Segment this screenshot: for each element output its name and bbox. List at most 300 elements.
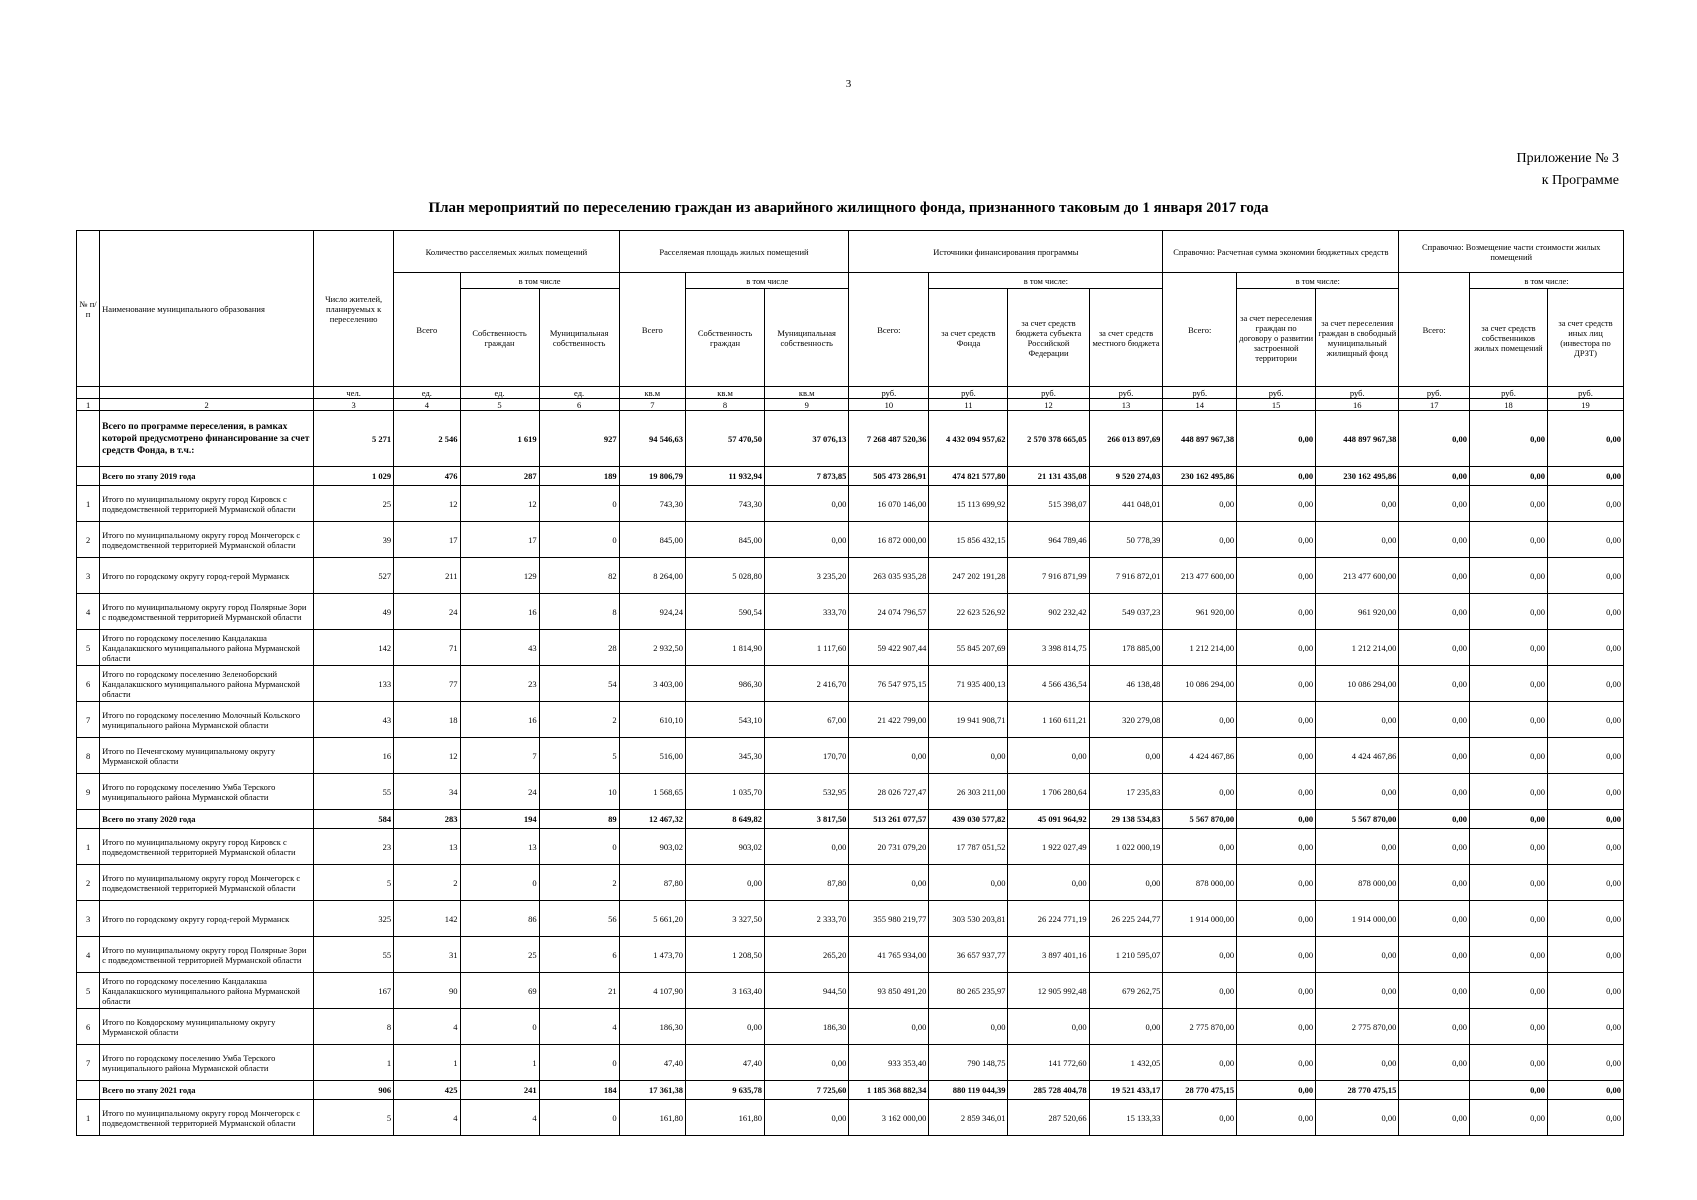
value-cell: 0,00 — [1399, 411, 1470, 467]
column-number: 3 — [314, 399, 394, 411]
value-cell: 87,80 — [619, 865, 685, 901]
value-cell: 285 728 404,78 — [1008, 1081, 1089, 1100]
value-cell: 21 — [539, 973, 619, 1009]
table-row — [77, 1081, 1624, 1100]
value-cell: 28 770 475,15 — [1163, 1081, 1237, 1100]
value-cell: 0,00 — [1316, 486, 1399, 522]
value-cell: 0,00 — [1547, 666, 1623, 702]
header-comp-owners: за счет средств собственников жилых помещений — [1470, 289, 1548, 387]
value-cell: 69 — [460, 973, 539, 1009]
row-number: 9 — [77, 774, 100, 810]
value-cell: 142 — [394, 901, 460, 937]
value-cell: 19 806,79 — [619, 467, 685, 486]
unit-cell: руб. — [1237, 387, 1316, 399]
value-cell: 265,20 — [765, 937, 849, 973]
table-row — [77, 937, 1624, 973]
value-cell: 16 — [314, 738, 394, 774]
value-cell: 1 432,05 — [1089, 1045, 1163, 1081]
value-cell: 610,10 — [619, 702, 685, 738]
column-number: 10 — [849, 399, 929, 411]
value-cell: 0,00 — [1237, 738, 1316, 774]
value-cell: 28 — [539, 630, 619, 666]
column-number: 11 — [929, 399, 1008, 411]
value-cell: 21 422 799,00 — [849, 702, 929, 738]
column-number: 12 — [1008, 399, 1089, 411]
header-econ-total: Всего: — [1163, 273, 1237, 387]
value-cell: 0,00 — [1399, 467, 1470, 486]
value-cell: 743,30 — [686, 486, 765, 522]
value-cell: 80 265 235,97 — [929, 973, 1008, 1009]
value-cell: 0,00 — [1470, 411, 1548, 467]
value-cell: 679 262,75 — [1089, 973, 1163, 1009]
value-cell: 0,00 — [1547, 829, 1623, 865]
value-cell: 26 224 771,19 — [1008, 901, 1089, 937]
column-number: 19 — [1547, 399, 1623, 411]
header-group-economy: Справочно: Расчетная сумма экономии бюджетных средств — [1163, 231, 1399, 273]
table-row — [77, 630, 1624, 666]
value-cell: 303 530 203,81 — [929, 901, 1008, 937]
municipality-name: Итого по муниципальному округу город Полярные Зори с подведомственной территорией Мурманской области — [100, 937, 314, 973]
value-cell: 4 566 436,54 — [1008, 666, 1089, 702]
value-cell: 0,00 — [1547, 486, 1623, 522]
value-cell: 230 162 495,86 — [1316, 467, 1399, 486]
table-row — [77, 810, 1624, 829]
value-cell: 3 163,40 — [686, 973, 765, 1009]
value-cell: 0,00 — [1470, 558, 1548, 594]
row-number — [77, 1081, 100, 1100]
unit-cell: руб. — [1089, 387, 1163, 399]
table-row — [77, 594, 1624, 630]
value-cell: 476 — [394, 467, 460, 486]
value-cell: 0,00 — [1316, 702, 1399, 738]
value-cell: 142 — [314, 630, 394, 666]
value-cell: 23 — [460, 666, 539, 702]
value-cell: 25 — [314, 486, 394, 522]
municipality-name: Итого по Печенгскому муниципальному округу Мурманской области — [100, 738, 314, 774]
value-cell: 39 — [314, 522, 394, 558]
table-row — [77, 558, 1624, 594]
value-cell: 845,00 — [686, 522, 765, 558]
row-number: 5 — [77, 630, 100, 666]
value-cell: 4 424 467,86 — [1163, 738, 1237, 774]
value-cell: 28 770 475,15 — [1316, 1081, 1399, 1100]
value-cell: 4 424 467,86 — [1316, 738, 1399, 774]
column-number: 17 — [1399, 399, 1470, 411]
municipality-name: Итого по муниципальному округу город Кировск с подведомственной территорией Мурманской области — [100, 829, 314, 865]
municipality-name: Итого по Ковдорскому муниципальному округу Мурманской области — [100, 1009, 314, 1045]
column-number: 18 — [1470, 399, 1548, 411]
value-cell: 0,00 — [1470, 901, 1548, 937]
value-cell: 0,00 — [686, 865, 765, 901]
row-number: 1 — [77, 1100, 100, 1136]
header-group-financing: Источники финансирования программы — [849, 231, 1163, 273]
table-row — [77, 1009, 1624, 1045]
value-cell: 0 — [460, 865, 539, 901]
value-cell: 0,00 — [1547, 901, 1623, 937]
value-cell: 18 — [394, 702, 460, 738]
value-cell: 161,80 — [619, 1100, 685, 1136]
value-cell: 0,00 — [1399, 829, 1470, 865]
row-number — [77, 810, 100, 829]
header-own-municipal: Муниципальная собственность — [539, 289, 619, 387]
value-cell: 184 — [539, 1081, 619, 1100]
value-cell: 1 117,60 — [765, 630, 849, 666]
value-cell: 7 873,85 — [765, 467, 849, 486]
value-cell: 12 — [460, 486, 539, 522]
value-cell: 0,00 — [1470, 1081, 1548, 1100]
unit-cell: руб. — [1399, 387, 1470, 399]
resettlement-plan-table — [76, 230, 1624, 1136]
header-name: Наименование муниципального образования — [100, 231, 314, 387]
value-cell: 8 264,00 — [619, 558, 685, 594]
value-cell: 15 113 699,92 — [929, 486, 1008, 522]
municipality-name: Итого по муниципальному округу город Кировск с подведомственной территорией Мурманской области — [100, 486, 314, 522]
value-cell: 0,00 — [1163, 522, 1237, 558]
value-cell: 167 — [314, 973, 394, 1009]
value-cell: 87,80 — [765, 865, 849, 901]
value-cell: 320 279,08 — [1089, 702, 1163, 738]
municipality-name: Итого по городскому округу город-герой Мурманск — [100, 558, 314, 594]
header-econ-incl: в том числе: — [1237, 273, 1399, 289]
value-cell: 133 — [314, 666, 394, 702]
value-cell: 0,00 — [1163, 486, 1237, 522]
value-cell: 213 477 600,00 — [1163, 558, 1237, 594]
value-cell: 2 775 870,00 — [1163, 1009, 1237, 1045]
value-cell: 0,00 — [1547, 522, 1623, 558]
value-cell: 0 — [539, 486, 619, 522]
value-cell: 55 — [314, 937, 394, 973]
value-cell: 5 — [539, 738, 619, 774]
value-cell: 0,00 — [1399, 666, 1470, 702]
value-cell: 0,00 — [765, 1045, 849, 1081]
value-cell: 0,00 — [1399, 1009, 1470, 1045]
value-cell: 43 — [460, 630, 539, 666]
value-cell: 17 787 051,52 — [929, 829, 1008, 865]
value-cell: 448 897 967,38 — [1163, 411, 1237, 467]
value-cell: 0,00 — [1399, 810, 1470, 829]
value-cell: 0,00 — [1547, 973, 1623, 1009]
value-cell: 1 922 027,49 — [1008, 829, 1089, 865]
value-cell: 0,00 — [1399, 865, 1470, 901]
row-number: 4 — [77, 937, 100, 973]
value-cell: 0,00 — [1163, 937, 1237, 973]
value-cell: 12 905 992,48 — [1008, 973, 1089, 1009]
municipality-name: Итого по городскому поселению Умба Терского муниципального района Мурманской области — [100, 1045, 314, 1081]
value-cell: 3 162 000,00 — [849, 1100, 929, 1136]
value-cell: 1 029 — [314, 467, 394, 486]
value-cell: 4 432 094 957,62 — [929, 411, 1008, 467]
value-cell: 0,00 — [1316, 774, 1399, 810]
value-cell: 2 333,70 — [765, 901, 849, 937]
value-cell: 0,00 — [1237, 865, 1316, 901]
value-cell: 211 — [394, 558, 460, 594]
table-row — [77, 1045, 1624, 1081]
value-cell: 0,00 — [1399, 901, 1470, 937]
value-cell: 56 — [539, 901, 619, 937]
value-cell: 0 — [539, 829, 619, 865]
value-cell: 3 398 814,75 — [1008, 630, 1089, 666]
value-cell: 0,00 — [1237, 1009, 1316, 1045]
value-cell: 0,00 — [1399, 774, 1470, 810]
value-cell: 0,00 — [1089, 738, 1163, 774]
value-cell: 513 261 077,57 — [849, 810, 929, 829]
value-cell: 0 — [460, 1009, 539, 1045]
value-cell: 3 235,20 — [765, 558, 849, 594]
value-cell: 878 000,00 — [1316, 865, 1399, 901]
value-cell: 5 271 — [314, 411, 394, 467]
value-cell: 186,30 — [765, 1009, 849, 1045]
value-cell: 90 — [394, 973, 460, 1009]
value-cell: 1 — [314, 1045, 394, 1081]
value-cell: 0,00 — [686, 1009, 765, 1045]
value-cell: 16 — [460, 594, 539, 630]
value-cell: 46 138,48 — [1089, 666, 1163, 702]
table-row — [77, 973, 1624, 1009]
header-group-rooms: Количество расселяемых жилых помещений — [394, 231, 619, 273]
value-cell: 10 086 294,00 — [1316, 666, 1399, 702]
value-cell: 2 416,70 — [765, 666, 849, 702]
value-cell: 161,80 — [686, 1100, 765, 1136]
municipality-name: Итого по городскому поселению Кандалакша Кандалакшского муниципального района Мурманской области — [100, 973, 314, 1009]
value-cell: 2 775 870,00 — [1316, 1009, 1399, 1045]
value-cell: 247 202 191,28 — [929, 558, 1008, 594]
value-cell: 0,00 — [1089, 865, 1163, 901]
appendix-line-2: к Программе — [1541, 173, 1619, 188]
value-cell: 71 935 400,13 — [929, 666, 1008, 702]
value-cell: 0,00 — [1470, 829, 1548, 865]
header-rooms-incl: в том числе — [460, 273, 619, 289]
value-cell: 0,00 — [765, 522, 849, 558]
value-cell: 241 — [460, 1081, 539, 1100]
header-fin-fund: за счет средств Фонда — [929, 289, 1008, 387]
value-cell: 34 — [394, 774, 460, 810]
value-cell: 0,00 — [1089, 1009, 1163, 1045]
value-cell: 0,00 — [849, 738, 929, 774]
value-cell: 3 327,50 — [686, 901, 765, 937]
row-number — [77, 467, 100, 486]
table-row — [77, 865, 1624, 901]
value-cell: 0,00 — [1316, 1100, 1399, 1136]
header-fin-total: Всего: — [849, 273, 929, 387]
value-cell: 0,00 — [1399, 973, 1470, 1009]
value-cell: 1 — [460, 1045, 539, 1081]
column-number: 5 — [460, 399, 539, 411]
value-cell: 0,00 — [1237, 774, 1316, 810]
unit-cell: кв.м — [686, 387, 765, 399]
value-cell: 0,00 — [1237, 411, 1316, 467]
header-fin-subject: за счет средств бюджета субъекта Российской Федерации — [1008, 289, 1089, 387]
table-row — [77, 901, 1624, 937]
column-numbers-row — [77, 399, 1624, 411]
value-cell: 0,00 — [1163, 774, 1237, 810]
column-number: 7 — [619, 399, 685, 411]
value-cell: 0,00 — [1399, 558, 1470, 594]
value-cell: 439 030 577,82 — [929, 810, 1008, 829]
header-own-citizens: Собственность граждан — [460, 289, 539, 387]
value-cell: 94 546,63 — [619, 411, 685, 467]
value-cell: 55 845 207,69 — [929, 630, 1008, 666]
value-cell: 266 013 897,69 — [1089, 411, 1163, 467]
value-cell: 0,00 — [1547, 411, 1623, 467]
value-cell: 67,00 — [765, 702, 849, 738]
value-cell: 0,00 — [1316, 973, 1399, 1009]
unit-cell: кв.м — [765, 387, 849, 399]
value-cell: 0,00 — [1470, 486, 1548, 522]
unit-cell: руб. — [1008, 387, 1089, 399]
header-area-own-citizens: Собственность граждан — [686, 289, 765, 387]
column-number: 13 — [1089, 399, 1163, 411]
value-cell: 0 — [539, 1045, 619, 1081]
value-cell: 0,00 — [1470, 973, 1548, 1009]
value-cell: 1 208,50 — [686, 937, 765, 973]
value-cell: 0,00 — [849, 1009, 929, 1045]
value-cell: 86 — [460, 901, 539, 937]
value-cell: 1 212 214,00 — [1316, 630, 1399, 666]
value-cell: 170,70 — [765, 738, 849, 774]
unit-cell: руб. — [929, 387, 1008, 399]
value-cell: 0,00 — [765, 1100, 849, 1136]
value-cell: 50 778,39 — [1089, 522, 1163, 558]
value-cell: 0,00 — [1547, 937, 1623, 973]
value-cell: 0,00 — [1163, 1100, 1237, 1136]
value-cell: 0,00 — [1237, 1081, 1316, 1100]
value-cell: 743,30 — [619, 486, 685, 522]
value-cell: 0,00 — [1547, 1100, 1623, 1136]
value-cell: 16 872 000,00 — [849, 522, 929, 558]
value-cell: 0,00 — [1237, 594, 1316, 630]
value-cell: 0,00 — [929, 865, 1008, 901]
value-cell: 7 — [460, 738, 539, 774]
unit-cell: ед. — [394, 387, 460, 399]
value-cell: 17 — [394, 522, 460, 558]
value-cell: 13 — [460, 829, 539, 865]
municipality-name: Всего по программе переселения, в рамках которой предусмотрено финансирование за счет средств Фонда, в т.ч.: — [100, 411, 314, 467]
value-cell: 1 160 611,21 — [1008, 702, 1089, 738]
value-cell: 28 026 727,47 — [849, 774, 929, 810]
value-cell: 49 — [314, 594, 394, 630]
value-cell: 902 232,42 — [1008, 594, 1089, 630]
appendix-label — [1517, 148, 1620, 192]
value-cell: 0,00 — [1237, 937, 1316, 973]
value-cell — [1399, 1081, 1470, 1100]
value-cell: 230 162 495,86 — [1163, 467, 1237, 486]
value-cell: 903,02 — [619, 829, 685, 865]
value-cell: 17 — [460, 522, 539, 558]
value-cell: 0,00 — [1470, 1045, 1548, 1081]
value-cell: 10 — [539, 774, 619, 810]
unit-cell: руб. — [1316, 387, 1399, 399]
units-row — [77, 387, 1624, 399]
value-cell: 19 521 433,17 — [1089, 1081, 1163, 1100]
value-cell: 906 — [314, 1081, 394, 1100]
value-cell: 2 859 346,01 — [929, 1100, 1008, 1136]
value-cell: 31 — [394, 937, 460, 973]
value-cell: 5 661,20 — [619, 901, 685, 937]
value-cell: 0 — [539, 1100, 619, 1136]
header-comp-incl: в том числе: — [1470, 273, 1624, 289]
value-cell: 23 — [314, 829, 394, 865]
value-cell: 0,00 — [1470, 666, 1548, 702]
value-cell: 345,30 — [686, 738, 765, 774]
value-cell: 0,00 — [1547, 467, 1623, 486]
value-cell: 6 — [539, 937, 619, 973]
value-cell: 194 — [460, 810, 539, 829]
value-cell: 333,70 — [765, 594, 849, 630]
value-cell: 4 — [394, 1100, 460, 1136]
value-cell: 26 225 244,77 — [1089, 901, 1163, 937]
table-row — [77, 702, 1624, 738]
value-cell: 10 086 294,00 — [1163, 666, 1237, 702]
value-cell: 527 — [314, 558, 394, 594]
value-cell: 532,95 — [765, 774, 849, 810]
value-cell: 474 821 577,80 — [929, 467, 1008, 486]
value-cell: 36 657 937,77 — [929, 937, 1008, 973]
row-number: 7 — [77, 1045, 100, 1081]
value-cell: 82 — [539, 558, 619, 594]
value-cell: 47,40 — [686, 1045, 765, 1081]
unit-cell: руб. — [849, 387, 929, 399]
value-cell: 1 814,90 — [686, 630, 765, 666]
value-cell: 0,00 — [1399, 702, 1470, 738]
unit-cell: чел. — [314, 387, 394, 399]
value-cell: 0,00 — [1399, 937, 1470, 973]
value-cell: 355 980 219,77 — [849, 901, 929, 937]
value-cell: 17 361,38 — [619, 1081, 685, 1100]
value-cell: 263 035 935,28 — [849, 558, 929, 594]
unit-cell: кв.м — [619, 387, 685, 399]
header-residents: Число жителей, планируемых к переселению — [314, 231, 394, 387]
value-cell: 24 074 796,57 — [849, 594, 929, 630]
value-cell: 4 — [539, 1009, 619, 1045]
value-cell: 0,00 — [1316, 937, 1399, 973]
municipality-name: Итого по городскому поселению Умба Терского муниципального района Мурманской области — [100, 774, 314, 810]
value-cell: 7 916 871,99 — [1008, 558, 1089, 594]
row-number: 2 — [77, 522, 100, 558]
value-cell: 961 920,00 — [1163, 594, 1237, 630]
value-cell: 1 022 000,19 — [1089, 829, 1163, 865]
value-cell: 0,00 — [1470, 467, 1548, 486]
value-cell: 0,00 — [1237, 973, 1316, 1009]
value-cell: 129 — [460, 558, 539, 594]
value-cell: 141 772,60 — [1008, 1045, 1089, 1081]
value-cell: 0,00 — [1470, 1100, 1548, 1136]
value-cell: 0,00 — [1237, 901, 1316, 937]
value-cell: 1 212 214,00 — [1163, 630, 1237, 666]
value-cell: 790 148,75 — [929, 1045, 1008, 1081]
row-number: 1 — [77, 829, 100, 865]
value-cell: 57 470,50 — [686, 411, 765, 467]
unit-cell: ед. — [460, 387, 539, 399]
value-cell: 21 131 435,08 — [1008, 467, 1089, 486]
value-cell: 0,00 — [1163, 1045, 1237, 1081]
value-cell: 0,00 — [1470, 738, 1548, 774]
value-cell: 283 — [394, 810, 460, 829]
value-cell: 287 — [460, 467, 539, 486]
value-cell: 0,00 — [1237, 486, 1316, 522]
value-cell: 1 473,70 — [619, 937, 685, 973]
value-cell: 1 — [394, 1045, 460, 1081]
value-cell: 9 635,78 — [686, 1081, 765, 1100]
value-cell: 584 — [314, 810, 394, 829]
value-cell: 2 546 — [394, 411, 460, 467]
page-number: 3 — [845, 78, 852, 90]
value-cell: 0,00 — [849, 865, 929, 901]
column-number: 9 — [765, 399, 849, 411]
value-cell: 47,40 — [619, 1045, 685, 1081]
table-row — [77, 829, 1624, 865]
value-cell: 12 467,32 — [619, 810, 685, 829]
value-cell: 0,00 — [1316, 1045, 1399, 1081]
